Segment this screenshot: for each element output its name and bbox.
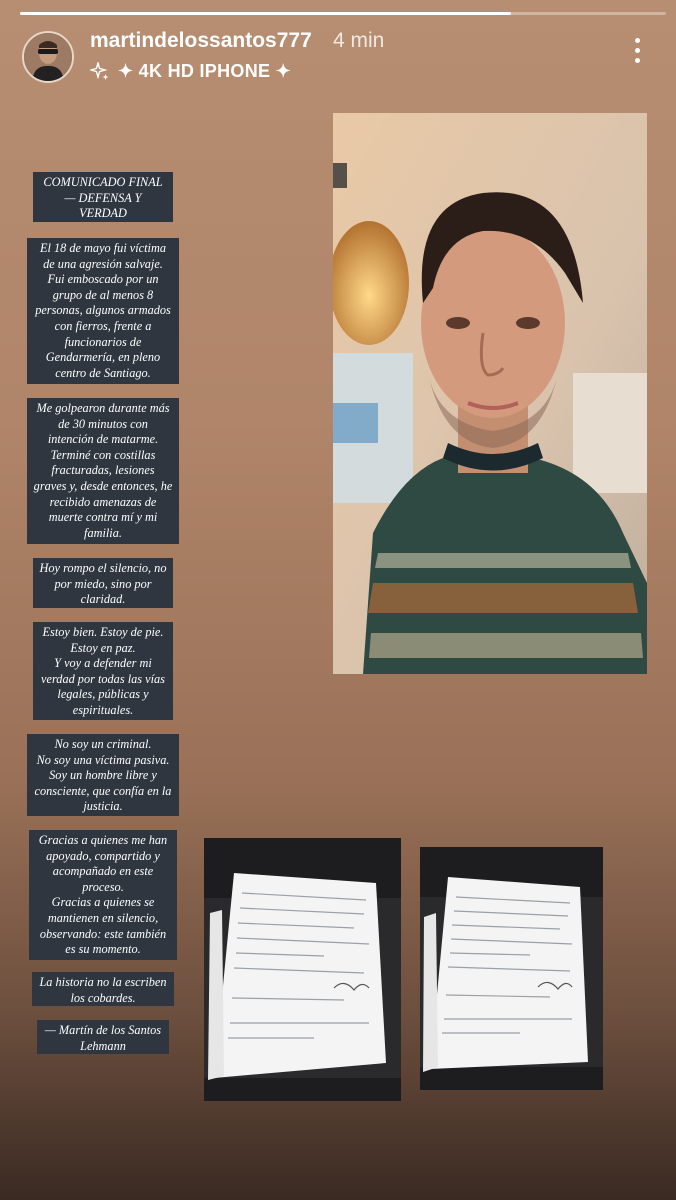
avatar[interactable] (22, 31, 74, 83)
sparkles-icon (90, 62, 110, 82)
medical-document-photo-2 (420, 847, 603, 1090)
story-progress-bar (20, 12, 666, 15)
card-signature: — Martín de los Santos Lehmann (37, 1020, 169, 1054)
story-progress-fill (20, 12, 511, 15)
medical-document-photo-1 (204, 838, 401, 1101)
card-paragraph-5: No soy un criminal. No soy una víctima pasiva. Soy un hombre libre y consciente, que confía en la justicia. (27, 734, 179, 816)
card-paragraph-7: La historia no la escriben los cobardes. (32, 972, 174, 1006)
card-paragraph-4: Estoy bien. Estoy de pie. Estoy en paz. Y voy a defender mi verdad por todas las vías legales, públicas y espirituales. (33, 622, 173, 720)
selfie-photo (333, 113, 647, 674)
card-paragraph-1: El 18 de mayo fui víctima de una agresión salvaje. Fui emboscado por un grupo de al menos 8 personas, algunos armados con fierros, frente a funcionarios de Gendarmería, en pleno centro de Santiago. (27, 238, 179, 384)
statement-cards (26, 172, 180, 1054)
more-options-icon[interactable] (627, 38, 647, 72)
card-paragraph-3: Hoy rompo el silencio, no por miedo, sino por claridad. (33, 558, 173, 608)
card-paragraph-2: Me golpearon durante más de 30 minutos con intención de matarme. Terminé con costillas fracturadas, lesiones graves y, desde entonces, he recibido amenazas de muerte contra mí y mi familia. (27, 398, 179, 544)
card-title: COMUNICADO FINAL — DEFENSA Y VERDAD (33, 172, 173, 222)
username[interactable]: martindelossantos777 (90, 29, 312, 52)
post-time: 4 min (333, 29, 385, 52)
card-paragraph-6: Gracias a quienes me han apoyado, compartido y acompañado en este proceso. Gracias a quienes se mantienen en silencio, observando: este también es su momento. (29, 830, 177, 960)
song-label[interactable]: ✦ 4K HD IPHONE ✦ (118, 61, 291, 81)
